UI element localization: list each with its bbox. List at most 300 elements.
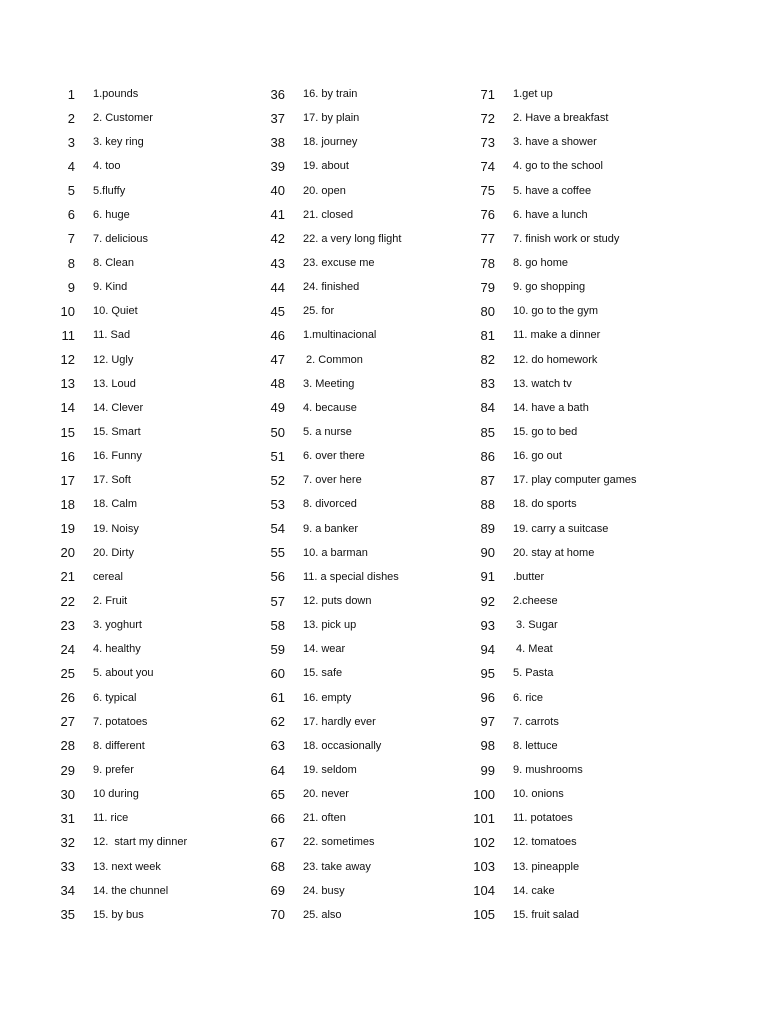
item-number: 1 (67, 86, 75, 102)
item-answer: 14. wear (303, 643, 346, 656)
item-answer: 12. do homework (513, 353, 598, 366)
answer-row (250, 396, 490, 420)
item-number: 83 (480, 376, 495, 392)
item-answer: 5. have a coffee (513, 184, 592, 197)
item-answer: 13. watch tv (513, 377, 572, 390)
item-answer: 11. make a dinner (513, 329, 601, 342)
item-number: 9 (67, 279, 75, 295)
item-number: 55 (270, 545, 285, 561)
answer-row (460, 251, 700, 275)
item-number: 43 (270, 255, 285, 271)
answer-row (40, 82, 280, 106)
answer-row (460, 541, 700, 565)
item-answer: 11. a special dishes (303, 570, 399, 583)
item-number: 41 (270, 207, 285, 223)
answer-row (40, 758, 280, 782)
item-answer: 5. about you (93, 667, 154, 680)
item-number: 27 (60, 714, 75, 730)
answer-row (250, 879, 490, 903)
answer-row (250, 323, 490, 347)
item-number: 68 (270, 859, 285, 875)
answer-row (250, 541, 490, 565)
answer-row (460, 444, 700, 468)
item-answer: 8. divorced (303, 498, 357, 511)
item-answer: 8. different (93, 739, 145, 752)
item-answer: 25. also (303, 908, 342, 921)
item-number: 66 (270, 810, 285, 826)
item-number: 63 (270, 738, 285, 754)
item-answer: 12. start my dinner (93, 836, 188, 849)
item-number: 47 (270, 352, 285, 368)
item-number: 38 (270, 134, 285, 150)
item-number: 53 (270, 496, 285, 512)
item-answer: 14. the chunnel (93, 884, 169, 897)
item-number: 103 (473, 859, 495, 875)
item-answer: 14. cake (513, 884, 555, 897)
answer-row (40, 661, 280, 685)
item-answer: 14. Clever (93, 401, 144, 414)
answer-row (460, 348, 700, 372)
item-number: 60 (270, 665, 285, 681)
item-number: 59 (270, 641, 285, 657)
item-number: 29 (60, 762, 75, 778)
item-answer: 10. Quiet (93, 305, 138, 318)
item-number: 84 (480, 400, 495, 416)
item-number: 35 (60, 907, 75, 923)
item-number: 24 (60, 641, 75, 657)
item-answer: 16. Funny (93, 450, 142, 463)
item-answer: 15. safe (303, 667, 343, 680)
answer-row (460, 299, 700, 323)
item-number: 75 (480, 183, 495, 199)
item-number: 96 (480, 690, 495, 706)
answer-row (250, 686, 490, 710)
answer-row (460, 179, 700, 203)
item-number: 87 (480, 472, 495, 488)
item-answer: 10. onions (513, 788, 564, 801)
item-answer: 9. a banker (303, 522, 359, 535)
item-number: 89 (480, 521, 495, 537)
item-number: 61 (270, 690, 285, 706)
item-answer: 24. busy (303, 884, 345, 897)
answer-row (250, 444, 490, 468)
answer-row (40, 372, 280, 396)
answer-row (40, 179, 280, 203)
item-answer: 6. rice (513, 691, 543, 704)
item-answer: 8. Clean (93, 257, 134, 270)
item-number: 69 (270, 883, 285, 899)
item-answer: 1.pounds (93, 88, 139, 101)
answer-row (460, 130, 700, 154)
item-number: 34 (60, 883, 75, 899)
item-answer: 18. occasionally (303, 739, 382, 752)
item-answer: 4. healthy (93, 643, 141, 656)
item-answer: 9. go shopping (513, 281, 586, 294)
answer-row (40, 613, 280, 637)
item-answer: 16. empty (303, 691, 352, 704)
item-number: 86 (480, 448, 495, 464)
item-number: 67 (270, 834, 285, 850)
answer-row (460, 637, 700, 661)
item-number: 21 (60, 569, 75, 585)
answer-row (40, 251, 280, 275)
answer-row (40, 396, 280, 420)
answer-row (40, 830, 280, 854)
item-answer: 19. about (303, 160, 349, 173)
answer-row (40, 517, 280, 541)
item-answer: 4. because (303, 401, 357, 414)
item-number: 5 (67, 183, 75, 199)
item-number: 56 (270, 569, 285, 585)
item-answer: 20. never (303, 788, 349, 801)
item-answer: 13. next week (93, 860, 161, 873)
item-answer: 20. stay at home (513, 546, 595, 559)
item-number: 31 (60, 810, 75, 826)
item-number: 3 (67, 134, 75, 150)
item-answer: 12. puts down (303, 595, 372, 608)
item-number: 72 (480, 110, 495, 126)
item-answer: 8. lettuce (513, 739, 558, 752)
item-number: 45 (270, 303, 285, 319)
item-number: 93 (480, 617, 495, 633)
answer-row (40, 106, 280, 130)
item-answer: 13. Loud (93, 377, 136, 390)
answer-row (250, 275, 490, 299)
item-number: 18 (60, 496, 75, 512)
answer-row (40, 710, 280, 734)
answer-row (250, 203, 490, 227)
answer-row (250, 661, 490, 685)
item-number: 90 (480, 545, 495, 561)
answer-row (460, 396, 700, 420)
item-answer: 6. typical (93, 691, 137, 704)
item-number: 98 (480, 738, 495, 754)
answer-row (250, 782, 490, 806)
answer-row (40, 734, 280, 758)
answer-row (460, 710, 700, 734)
answer-row (40, 903, 280, 927)
answer-row (250, 806, 490, 830)
answer-row (250, 130, 490, 154)
item-answer: 22. sometimes (303, 836, 375, 849)
item-answer: 7. potatoes (93, 715, 148, 728)
answer-row (40, 589, 280, 613)
answer-row (250, 637, 490, 661)
answer-row (40, 227, 280, 251)
answer-row (460, 82, 700, 106)
answer-row (460, 855, 700, 879)
item-number: 17 (60, 472, 75, 488)
answer-row (40, 154, 280, 178)
answer-row (250, 589, 490, 613)
item-answer: 2.cheese (513, 595, 558, 608)
item-answer: 25. for (303, 305, 335, 318)
item-number: 40 (270, 183, 285, 199)
answer-row (250, 372, 490, 396)
item-answer: 12. Ugly (93, 353, 134, 366)
item-answer: 11. potatoes (513, 812, 573, 825)
item-number: 79 (480, 279, 495, 295)
item-number: 50 (270, 424, 285, 440)
item-answer: 10 during (93, 788, 139, 801)
item-number: 76 (480, 207, 495, 223)
item-number: 22 (60, 593, 75, 609)
answer-row (460, 879, 700, 903)
answer-row (250, 758, 490, 782)
answer-row (40, 541, 280, 565)
item-number: 48 (270, 376, 285, 392)
item-number: 65 (270, 786, 285, 802)
item-answer: 21. often (303, 812, 346, 825)
answer-row (40, 565, 280, 589)
item-number: 23 (60, 617, 75, 633)
item-number: 8 (67, 255, 75, 271)
answer-row (40, 130, 280, 154)
item-answer: 23. take away (303, 860, 371, 873)
answer-row (40, 323, 280, 347)
item-answer: 21. closed (303, 208, 354, 221)
item-answer: 1.get up (513, 88, 553, 101)
answer-row (40, 855, 280, 879)
item-number: 15 (60, 424, 75, 440)
answer-column-3 (460, 82, 700, 927)
item-answer: 15. by bus (93, 908, 144, 921)
item-answer: 7. carrots (513, 715, 559, 728)
answer-row (460, 154, 700, 178)
item-answer: 4. too (93, 160, 121, 173)
item-number: 36 (270, 86, 285, 102)
answer-row (250, 348, 490, 372)
item-number: 105 (473, 907, 495, 923)
answer-column-1 (40, 82, 280, 927)
answer-row (250, 734, 490, 758)
item-number: 28 (60, 738, 75, 754)
answer-row (460, 106, 700, 130)
item-number: 16 (60, 448, 75, 464)
item-number: 37 (270, 110, 285, 126)
answer-row (460, 203, 700, 227)
item-number: 2 (67, 110, 75, 126)
item-answer: 3. have a shower (513, 136, 597, 149)
answer-row (40, 444, 280, 468)
item-number: 30 (60, 786, 75, 802)
answer-row (460, 275, 700, 299)
answer-row (460, 806, 700, 830)
answer-row (40, 468, 280, 492)
item-answer: 1.multinacional (303, 329, 377, 342)
answer-row (460, 227, 700, 251)
item-number: 81 (480, 327, 495, 343)
answer-row (460, 734, 700, 758)
answer-row (40, 348, 280, 372)
item-answer: 9. prefer (93, 764, 134, 776)
answer-row (460, 661, 700, 685)
item-number: 74 (480, 158, 495, 174)
answer-row (460, 323, 700, 347)
item-number: 100 (473, 786, 495, 802)
answer-row (250, 420, 490, 444)
item-number: 14 (60, 400, 75, 416)
answer-row (250, 468, 490, 492)
item-answer: 19. Noisy (93, 522, 139, 535)
item-answer: 9. mushrooms (513, 764, 583, 776)
answer-row (250, 82, 490, 106)
answer-row (460, 589, 700, 613)
item-number: 39 (270, 158, 285, 174)
item-answer: 2. Common (303, 353, 363, 366)
item-number: 25 (60, 665, 75, 681)
item-number: 85 (480, 424, 495, 440)
item-number: 6 (67, 207, 75, 223)
answer-row (250, 106, 490, 130)
item-answer: 13. pick up (303, 619, 357, 632)
item-answer: 5. Pasta (513, 667, 554, 680)
item-answer: 15. fruit salad (513, 908, 580, 921)
item-answer: 4. go to the school (513, 160, 603, 173)
item-answer: 19. carry a suitcase (513, 522, 609, 535)
item-answer: 17. Soft (93, 474, 131, 487)
item-answer: 2. Customer (93, 112, 153, 125)
answer-row (250, 517, 490, 541)
item-number: 4 (67, 158, 75, 174)
item-number: 104 (473, 883, 495, 899)
item-answer: 20. Dirty (93, 546, 134, 559)
item-number: 91 (480, 569, 495, 585)
item-number: 19 (60, 521, 75, 537)
item-answer: 23. excuse me (303, 257, 375, 270)
item-number: 49 (270, 400, 285, 416)
item-answer: cereal (93, 570, 123, 583)
item-answer: 24. finished (303, 281, 360, 294)
answer-row (40, 879, 280, 903)
answer-row (460, 468, 700, 492)
item-answer: 3. Meeting (303, 377, 355, 390)
answer-row (250, 227, 490, 251)
item-answer: 10. a barman (303, 546, 368, 559)
item-answer: 18. journey (303, 136, 358, 149)
item-number: 44 (270, 279, 285, 295)
item-number: 73 (480, 134, 495, 150)
item-answer: 11. rice (93, 812, 129, 825)
answer-row (460, 517, 700, 541)
item-answer: 7. over here (303, 474, 362, 487)
item-number: 82 (480, 352, 495, 368)
answer-row (460, 686, 700, 710)
answer-row (40, 782, 280, 806)
item-answer: 20. open (303, 184, 346, 197)
answer-row (250, 830, 490, 854)
item-answer: 2. Have a breakfast (513, 112, 609, 125)
item-answer: 2. Fruit (93, 595, 128, 608)
item-answer: 16. by train (303, 88, 358, 101)
item-number: 71 (480, 86, 495, 102)
item-answer: 3. yoghurt (93, 619, 142, 632)
item-number: 20 (60, 545, 75, 561)
item-number: 97 (480, 714, 495, 730)
item-number: 32 (60, 834, 75, 850)
answer-row (250, 710, 490, 734)
answer-row (460, 830, 700, 854)
item-number: 7 (67, 231, 75, 247)
answer-row (40, 637, 280, 661)
item-answer: 15. go to bed (513, 426, 578, 439)
item-answer: 16. go out (513, 450, 562, 463)
item-number: 57 (270, 593, 285, 609)
item-answer: 4. Meat (513, 643, 553, 656)
answer-row (40, 275, 280, 299)
item-answer: 12. tomatoes (513, 836, 577, 849)
item-answer: 18. Calm (93, 498, 138, 511)
item-answer: 15. Smart (93, 426, 141, 439)
item-answer: 18. do sports (513, 498, 577, 511)
item-answer: 5.fluffy (93, 184, 126, 197)
item-number: 88 (480, 496, 495, 512)
answer-row (250, 855, 490, 879)
answer-row (250, 299, 490, 323)
item-number: 12 (60, 352, 75, 368)
answer-row (250, 903, 490, 927)
item-answer: 3. Sugar (513, 619, 558, 632)
item-answer: 6. over there (303, 450, 365, 463)
answer-row (250, 251, 490, 275)
answer-row (460, 372, 700, 396)
item-number: 101 (473, 810, 495, 826)
item-answer: 17. by plain (303, 112, 360, 125)
answer-row (40, 299, 280, 323)
item-answer: 6. huge (93, 208, 130, 221)
item-number: 58 (270, 617, 285, 633)
item-number: 102 (473, 834, 495, 850)
answer-row (250, 565, 490, 589)
answer-row (250, 613, 490, 637)
item-answer: 3. key ring (93, 136, 144, 149)
item-number: 64 (270, 762, 285, 778)
item-number: 42 (270, 231, 285, 247)
item-number: 78 (480, 255, 495, 271)
answer-row (460, 565, 700, 589)
item-answer: 6. have a lunch (513, 208, 588, 221)
item-answer: 5. a nurse (303, 426, 352, 439)
answer-row (460, 420, 700, 444)
item-answer: 17. play computer games (513, 474, 637, 487)
item-number: 52 (270, 472, 285, 488)
answer-row (40, 492, 280, 516)
item-number: 62 (270, 714, 285, 730)
item-number: 13 (60, 376, 75, 392)
item-number: 26 (60, 690, 75, 706)
item-answer: 7. delicious (93, 232, 149, 245)
answer-row (40, 806, 280, 830)
item-number: 46 (270, 327, 285, 343)
item-answer: 22. a very long flight (303, 232, 402, 245)
item-number: 99 (480, 762, 495, 778)
item-answer: 13. pineapple (513, 860, 580, 873)
item-answer: 8. go home (513, 257, 569, 270)
item-answer: 17. hardly ever (303, 715, 376, 728)
item-number: 92 (480, 593, 495, 609)
answer-column-2 (250, 82, 490, 927)
answer-row (40, 203, 280, 227)
answer-row (40, 420, 280, 444)
answer-row (250, 179, 490, 203)
answer-row (460, 903, 700, 927)
item-answer: 14. have a bath (513, 401, 589, 414)
item-answer: 7. finish work or study (513, 232, 620, 245)
item-answer: 10. go to the gym (513, 305, 598, 318)
answer-row (250, 492, 490, 516)
answer-row (40, 686, 280, 710)
answer-row (460, 782, 700, 806)
